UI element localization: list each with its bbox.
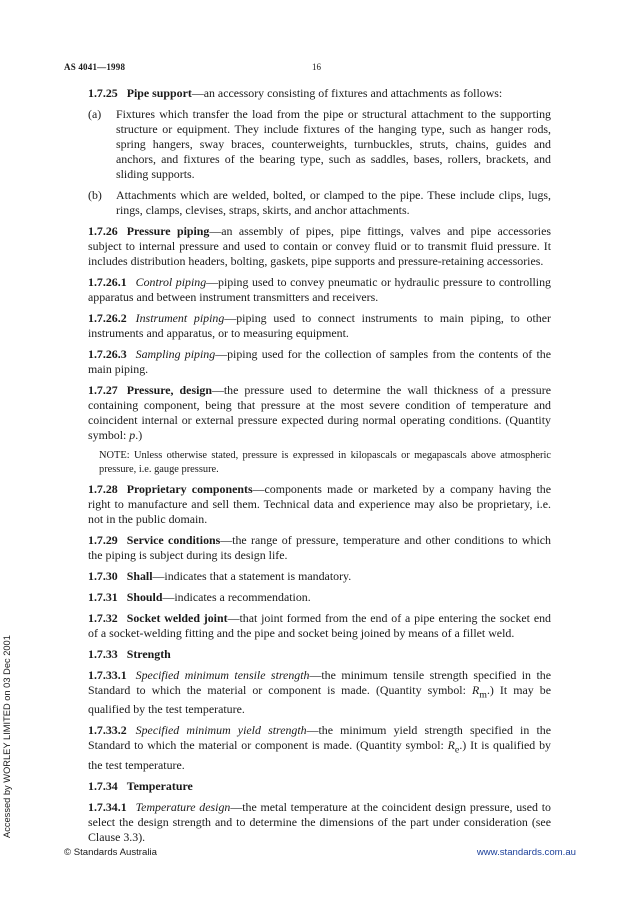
clause-1-7-25: 1.7.25 Pipe support—an accessory consisting of fixtures and attachments as follows: (88, 86, 503, 100)
section-heading: Strength (126, 647, 171, 661)
list-item: (a) Fixtures which transfer the load from the pipe or structural attachment to the supporting structure or equipment. They include fixtures of the hanging type, such as hanger rods, spring hangers, sway braces, counterweights, turnbuckles, struts, chains, guides and anchors, and fixtures of the bearing type, such as saddles, bases, rollers, brackets, and sliding supports. (88, 107, 551, 181)
clause-1-7-26-1: 1.7.26.1 Control piping—piping used to convey pneumatic or hydraulic pressure to controlling apparatus and between instrument transmitters and receivers. (88, 275, 551, 304)
access-watermark: Accessed by WORLEY LIMITED on 03 Dec 2001 (2, 635, 12, 838)
website-link[interactable]: www.standards.com.au (476, 847, 576, 858)
definition: an assembly of pipes, pipe fittings, valves and pipe accessories subject to internal pressure and used to contain or convey fluid or to transmit fluid pressure. It includes distribution headers, bolting, gaskets, pipe supports and pressure-retaining accessories. (88, 224, 551, 268)
term: Service conditions (126, 533, 221, 547)
clause-1-7-28: 1.7.28 Proprietary components—components made or marketed by a company having the right to manufacture and sell them. Technical data and experience may also be proprietary, i.e. not in the public domain. (88, 482, 551, 526)
copyright: © Standards Australia (64, 847, 157, 858)
clause-1-7-29: 1.7.29 Service conditions—the range of pressure, temperature and other conditions to which the piping is subject during its design life. (88, 533, 551, 562)
standard-number: AS 4041—1998 (64, 62, 126, 72)
term: Control piping (135, 275, 207, 289)
clause-1-7-31: 1.7.31 Should—indicates a recommendation. (88, 590, 311, 604)
section-heading: Temperature (126, 778, 193, 793)
term: Proprietary components (126, 482, 253, 496)
definition: the pressure used to determine the wall thickness of a pressure containing component, being that pressure at the most severe condition of temperature and coincident internal or external pressure expected during normal operating conditions. (Quantity symbol: (88, 383, 551, 442)
definition: the range of pressure, temperature and other conditions to which the piping is subject during its design life. (88, 533, 551, 562)
page-number: 16 (312, 62, 321, 72)
definition: the minimum yield strength specified in the Standard to which the material or component is made. (Quantity symbol: (88, 723, 551, 753)
clause-1-7-34-1: 1.7.34.1 Temperature design—the metal temperature at the coincident design pressure, used to select the design strength and to determine the dimensions of the part under consideration (see Clause 3.3). (88, 799, 551, 844)
definition: components made or marketed by a company having the right to manufacture and sell them. Technical data and experience may also be proprietary, i.e. not in the public domain. (88, 482, 551, 526)
definition: piping used to connect instruments to main piping, to other instruments and apparatus, or to measuring equipment. (88, 311, 551, 340)
term: Temperature design (135, 799, 231, 814)
quantity-symbol: p (129, 428, 136, 442)
definition: indicates that a statement is mandatory. (164, 569, 352, 583)
clause-1-7-34: 1.7.34 Temperature (88, 778, 193, 793)
term: Pressure, design (126, 383, 212, 397)
clause-1-7-26: 1.7.26 Pressure piping—an assembly of pipes, pipe fittings, valves and pipe accessories subject to internal pressure and used to contain or convey fluid or to transmit fluid pressure. It includes distribution headers, bolting, gaskets, pipe supports and pressure-retaining accessories. (88, 224, 551, 268)
clause-1-7-26-3: 1.7.26.3 Sampling piping—piping used for the collection of samples from the contents of the main piping. (88, 347, 551, 376)
term: Should (126, 590, 163, 604)
definition: piping used to convey pneumatic or hydraulic pressure to controlling apparatus and between instrument transmitters and receivers. (88, 275, 551, 304)
document-body (88, 86, 551, 851)
clause-1-7-33-2: 1.7.33.2 Specified minimum yield strength—the minimum yield strength specified in the Standard to which the material or component is made. (Quantity symbol: $R_e$.) It is qualified by the test temperature. (88, 723, 551, 772)
term: Sampling piping (135, 347, 216, 361)
definition: the minimum tensile strength specified in the Standard to which the material or component is made. (Quantity symbol: (88, 668, 551, 697)
page-footer (64, 847, 576, 859)
list-item: (b) Attachments which are welded, bolted, or clamped to the pipe. These include clips, lugs, rings, clamps, clevises, straps, skirts, and anchor attachments. (88, 188, 551, 217)
quantity-symbol: R (447, 738, 455, 753)
term: Shall (126, 569, 153, 583)
clause-1-7-33-1: 1.7.33.1 Specified minimum tensile strength—the minimum tensile strength specified in the Standard to which the material or component is made. (Quantity symbol: $R_m$.) It may be qualified by the test temperature. (88, 668, 551, 717)
term: Specified minimum yield strength (135, 723, 307, 738)
definition: an accessory consisting of fixtures and attachments as follows: (203, 86, 503, 100)
term: Pressure piping (126, 224, 210, 238)
clause-1-7-32: 1.7.32 Socket welded joint—that joint formed from the end of a pipe entering the socket end of a socket-welding fitting and the pipe and socket being joined by means of a fillet weld. (88, 611, 551, 640)
term: Instrument piping (135, 311, 225, 325)
note: NOTE: Unless otherwise stated, pressure is expressed in kilopascals or megapascals above atmospheric pressure, i.e. gauge pressure. (99, 450, 551, 475)
quantity-symbol: R (471, 683, 480, 697)
term: Specified minimum tensile strength (135, 668, 310, 682)
clause-1-7-33: 1.7.33 Strength (88, 647, 171, 661)
page-header (64, 62, 574, 76)
definition: piping used for the collection of samples from the contents of the main piping. (88, 347, 551, 376)
definition: that joint formed from the end of a pipe entering the socket end of a socket-welding fitting and the pipe and socket being joined by means of a fillet weld. (88, 611, 551, 640)
term: Pipe support (126, 86, 192, 100)
definition: indicates a recommendation. (174, 590, 311, 604)
clause-1-7-30: 1.7.30 Shall—indicates that a statement is mandatory. (88, 569, 352, 583)
clause-1-7-27: 1.7.27 Pressure, design—the pressure used to determine the wall thickness of a pressure containing component, being that pressure at the most severe condition of temperature and coincident internal or external pressure expected during normal operating conditions. (Quantity symbol: p.) (88, 383, 551, 442)
clause-1-7-26-2: 1.7.26.2 Instrument piping—piping used to connect instruments to main piping, to other instruments and apparatus, or to measuring equipment. (88, 311, 551, 340)
term: Socket welded joint (126, 611, 228, 625)
definition: the metal temperature at the coincident design pressure, used to select the design strength and to determine the dimensions of the part under consideration (see Clause 3.3). (88, 799, 551, 844)
